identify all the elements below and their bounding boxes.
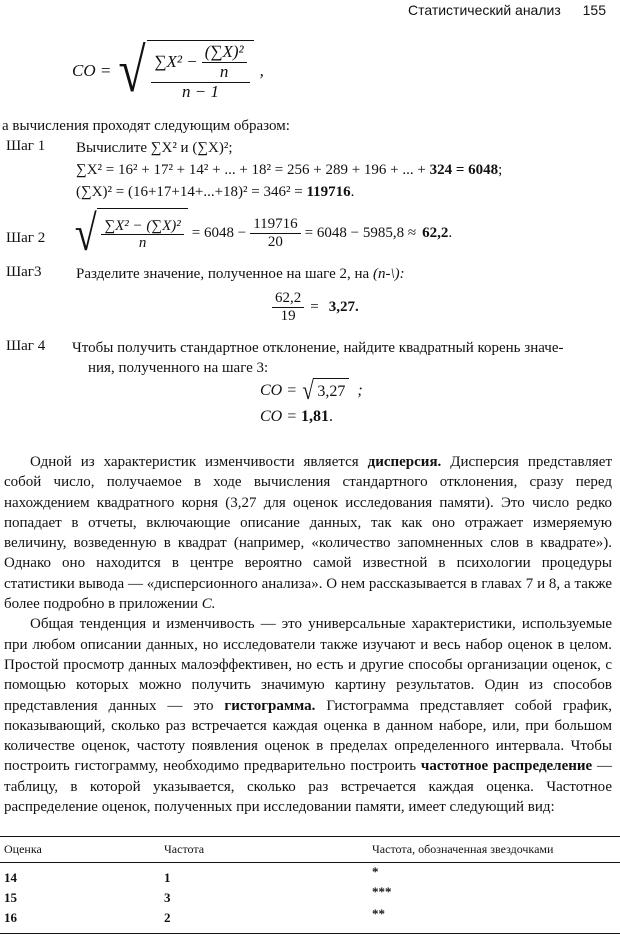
step2-formula: √ $\frac{\text{∑X² − (∑X)²}}{n}$ = 6048 − $\frac{119716}{20}$ = 6048 − 5985,8 ≈ 62,2 .: [74, 205, 453, 261]
step3-text: Разделите значение, полученное на шаге 2, на (n-\):: [76, 266, 405, 282]
running-header-title: Статистический анализ: [407, 2, 561, 18]
table-cell-score: 15: [4, 890, 17, 905]
intro-line: а вычисления проходят следующим образом:: [2, 118, 290, 134]
running-header: [408, 2, 606, 18]
table-cell-frequency: 1: [164, 870, 171, 885]
table-header-score: Оценка: [4, 842, 42, 856]
table-header-rule: [0, 862, 620, 863]
step1-label: Шаг 1: [6, 138, 46, 154]
step4-line1: Чтобы получить стандартное отклонение, найдите квадратный корень значе-: [72, 340, 564, 356]
page-number: 155: [582, 2, 606, 18]
table-cell-frequency: 3: [164, 890, 171, 905]
step3-formula: $\frac{62,2}{19}$ = 3,27.: [272, 290, 359, 324]
step4-label: Шаг 4: [6, 338, 46, 354]
step1-line1: Вычислите ∑X² и (∑X)²;: [76, 140, 233, 156]
step1-line2: ∑X² = 16² + 17² + 14² + ... + 18² = 256 + 289 + 196 + ... + 324 = 6048;: [76, 162, 503, 178]
table-cell-stars: **: [372, 906, 385, 921]
table-header-frequency-stars: Частота, обозначенная звездочками: [372, 842, 554, 856]
formula-standard-deviation: CO = √ ∑X² − $\frac{\text{(∑X)²}}{n}$ n − 1 ,: [72, 37, 264, 105]
table-cell-score: 14: [4, 870, 17, 885]
paragraph-variance: Одной из характеристик изменчивости является дисперсия. Дисперсия представляет собой число, получаемое в ходе вычисления стандартного отклонения, сразу перед нахождением квадратного корня (3,27 для оценок исследования памяти). Это число редко попадает в отчеты, включающие описание данных, так как оно отражает измеряемую величину, возведенную в квадрат (например, «количество запомненных слов в квадрате»). Однако оно находится в центре вероятно самой известной в психологии процедуры статистики вывода — «дисперсионного анализа». О нем рассказывается в главах 7 и 8, а также более подробно в приложении С.: [4, 454, 613, 613]
table-top-rule: [0, 836, 620, 837]
table-cell-frequency: 2: [164, 910, 171, 925]
step4-formula-2: CO = 1,81.: [260, 408, 334, 425]
step3-label: Шаг3: [6, 264, 42, 280]
step1-line3: (∑X)² = (16+17+14+...+18)² = 346² = 119716.: [76, 184, 355, 200]
body-text: [4, 452, 612, 817]
step4-formula-1: CO = √ 3,27 ;: [260, 376, 363, 405]
table-cell-stars: *: [372, 864, 379, 879]
step4-line2: ния, полученного на шаге 3:: [88, 360, 269, 376]
paragraph-histogram: Общая тенденция и изменчивость — это универсальные характеристики, используемые при любом описании данных, но исследователи также изучают и весь набор оценок в целом. Простой просмотр данных малоэффективен, но есть и другие способы организации оценок, с помощью которых можно получить значимую картину результатов. Один из способов представления данных — это гистограмма. Гистограмма представляет собой график, показывающий, сколько раз встречается каждая оценка в данном наборе, или, при большом количестве оценок, частоту появления оценок в пределах определенного интервала. Чтобы построить гистограмму, необходимо предварительно построить частотное распределение — таблицу, в которой указывается, сколько раз встречается каждая оценка. Частотное распределение оценок, полученных при исследовании памяти, имеет следующий вид:: [4, 616, 613, 816]
table-bottom-rule: [0, 933, 620, 934]
step2-label: Шаг 2: [6, 230, 46, 246]
table-header-frequency: Частота: [164, 842, 205, 856]
table-cell-stars: ***: [372, 884, 392, 899]
table-cell-score: 16: [4, 910, 17, 925]
